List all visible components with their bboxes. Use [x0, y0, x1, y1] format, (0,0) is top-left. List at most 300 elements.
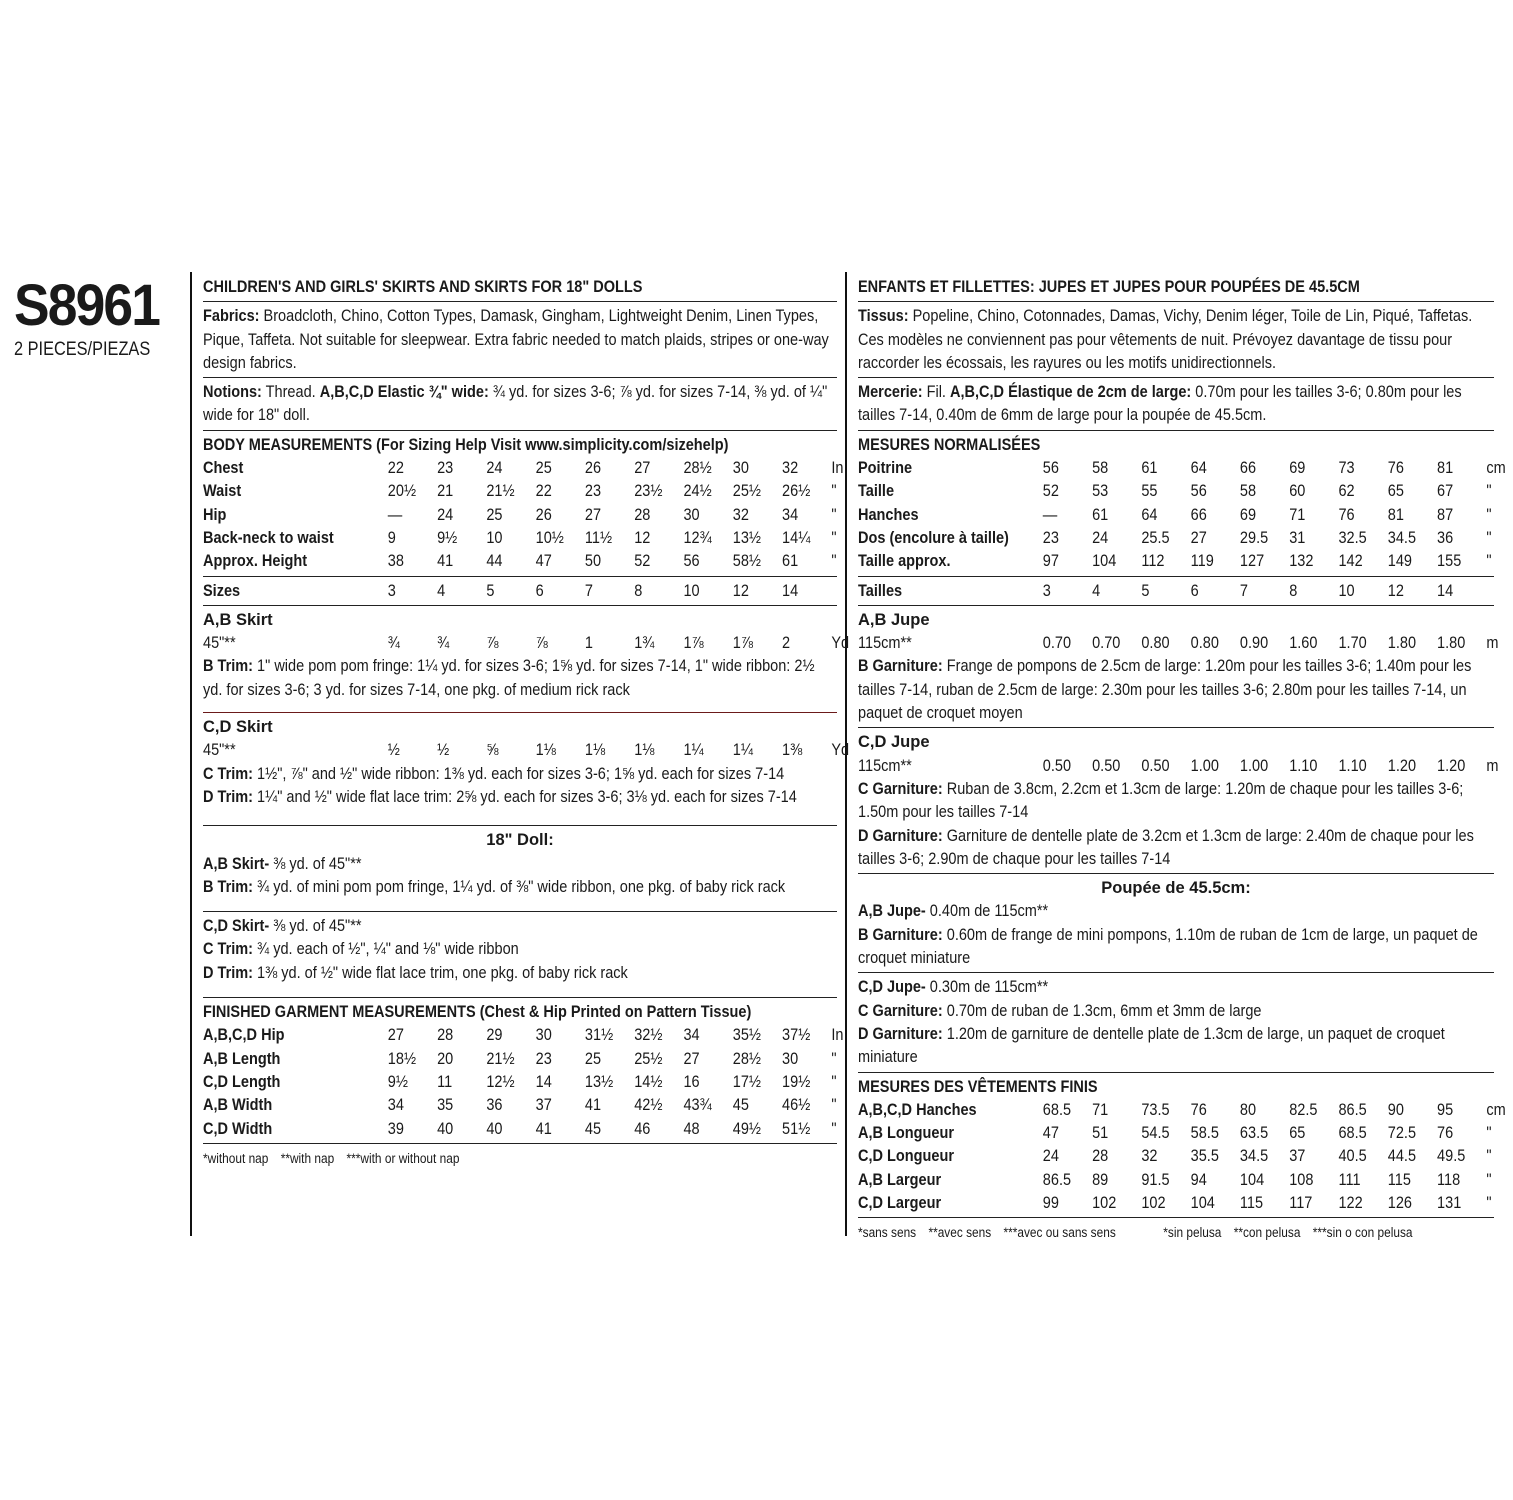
measurement-value: 52 [634, 552, 651, 571]
en-notions-section [203, 381, 837, 431]
measurement-value: 149 [1387, 552, 1412, 571]
en-doll-c-trim-label: C Trim: [203, 940, 254, 959]
measurement-value: 155 [1437, 552, 1462, 571]
measurement-value: 23 [535, 1049, 552, 1068]
measurement-value: 132 [1289, 552, 1314, 571]
en-c-trim [203, 763, 837, 786]
en-doll-ab-text: ⅜ yd. of 45"** [269, 854, 362, 873]
measurement-value: 10½ [535, 528, 564, 547]
measurement-value: 82.5 [1289, 1100, 1318, 1119]
measurement-value: 20½ [387, 482, 417, 501]
measurement-value: 24 [486, 459, 503, 478]
fr-doll-ab-text: 0.40m de 115cm** [925, 902, 1049, 921]
measurement-value: 61 [1092, 505, 1109, 524]
row-value: 1.80 [1387, 634, 1417, 653]
measurement-value: 17½ [732, 1072, 762, 1091]
measurement-value: 122 [1338, 1193, 1363, 1212]
row-value: 7 [584, 581, 594, 600]
measurement-row-label: Hanches [858, 505, 919, 524]
measurement-value: 43¾ [683, 1096, 712, 1115]
row-unit [831, 580, 856, 603]
measurement-value: 112 [1141, 552, 1165, 571]
measurement-value: 22 [535, 482, 552, 501]
measurement-value: 28 [437, 1026, 454, 1045]
measurement-value: 37 [1289, 1147, 1306, 1166]
measurement-value: 45 [732, 1096, 749, 1115]
measurement-value: 64 [1190, 459, 1207, 478]
measurement-value: 23 [1042, 528, 1059, 547]
measurement-value: 24 [1092, 528, 1109, 547]
row-value: 1.70 [1338, 634, 1367, 653]
fr-doll-b-trim-text: 0.60m de frange de mini pompons, 1.10m de ruban de 1cm de large, un paquet de croquet miniature [858, 925, 1478, 968]
fr-notions-label: Mercerie: [858, 383, 923, 402]
french-column [858, 276, 1506, 1245]
en-sizes-row [203, 580, 837, 603]
pattern-brand-block [14, 275, 182, 361]
measurement-unit: " [1486, 1147, 1492, 1166]
measurement-value: 127 [1239, 552, 1265, 571]
row-value: 14 [1437, 581, 1454, 600]
measurement-unit: " [831, 482, 837, 501]
row-value: 0.90 [1239, 634, 1269, 653]
row-value: 1⅞ [732, 634, 753, 653]
pattern-number: S8961 [14, 273, 160, 338]
measurement-value: 58½ [732, 552, 762, 571]
measurement-unit: " [831, 528, 837, 547]
measurement-value: 97 [1042, 552, 1059, 571]
measurement-value: 21½ [486, 1049, 515, 1068]
measurement-value: 28½ [683, 459, 712, 478]
measurement-row-label: A,B Width [203, 1096, 273, 1115]
measurement-value: 29.5 [1239, 528, 1269, 547]
measurement-row-label: A,B Longueur [858, 1124, 954, 1143]
measurement-row-label: Back-neck to waist [203, 528, 334, 547]
measurement-value: 18½ [387, 1049, 417, 1068]
row-value: 1⅜ [782, 741, 803, 760]
measurement-value: 26 [535, 505, 552, 524]
row-value: 1⅛ [634, 741, 655, 760]
measurement-value: 46½ [782, 1096, 811, 1115]
row-value: 3 [1042, 581, 1051, 600]
measurement-value: 68.5 [1338, 1124, 1367, 1143]
en-b-trim-label: B Trim: [203, 657, 254, 676]
en-c-trim-label: C Trim: [203, 764, 254, 783]
measurement-value: 76 [1338, 505, 1355, 524]
fr-doll-c-trim [858, 1000, 1494, 1023]
fr-doll-b-trim [858, 924, 1494, 971]
en-footnotes [203, 1147, 837, 1170]
row-value: 1⅛ [535, 741, 556, 760]
en-doll-cd-section [203, 915, 837, 998]
en-ab-skirt-section [203, 609, 850, 713]
row-value: 2 [782, 634, 791, 653]
measurement-value: 35 [437, 1096, 454, 1115]
english-column [203, 276, 850, 1170]
en-notions-pre: Thread. [261, 383, 320, 402]
fr-notions-text: 0.70m pour les tailles 3-6; 0.80m pour les tailles 7-14, 0.40m de 6mm de large pour la poupée de 45.5cm. [858, 383, 1462, 425]
footnote: *without nap [203, 1150, 269, 1166]
en-doll-b-trim [203, 876, 837, 899]
row-value: 0.50 [1042, 756, 1072, 775]
measurement-row-label: C,D Length [203, 1072, 281, 1091]
en-fabrics-section [203, 305, 837, 378]
measurement-value: 21½ [486, 482, 515, 501]
measurement-row-label: Chest [203, 459, 244, 478]
en-doll-c-trim-text: ¾ yd. each of ½", ¼" and ⅛" wide ribbon [253, 940, 519, 959]
fr-doll-ab-section [858, 877, 1494, 973]
row-value: 8 [634, 581, 643, 600]
measurement-value: 29 [486, 1026, 503, 1045]
row-value: 10 [683, 581, 700, 600]
row-value: 8 [1289, 581, 1298, 600]
fr-d-trim-label: D Garniture: [858, 826, 943, 845]
measurement-value: 104 [1190, 1193, 1215, 1212]
en-doll-cd-skirt [203, 915, 837, 938]
measurement-value: 12 [634, 528, 651, 547]
measurement-value: 30 [782, 1049, 799, 1068]
measurement-value: 71 [1289, 505, 1306, 524]
row-label: 115cm** [858, 634, 912, 653]
measurement-value: 30 [732, 459, 749, 478]
measurement-value: 76 [1437, 1124, 1454, 1143]
measurement-value: 94 [1190, 1170, 1207, 1189]
row-value: ¾ [387, 634, 400, 653]
en-notions-label: Notions: [203, 383, 262, 402]
measurement-row-label: Taille [858, 482, 895, 501]
fr-finished-section [858, 1076, 1506, 1219]
measurement-value: 36 [486, 1096, 503, 1115]
fr-fabrics-section [858, 305, 1494, 378]
left-divider-rule [190, 272, 192, 1236]
en-doll-b-trim-text: ¾ yd. of mini pom pom fringe, 1¼ yd. of ⅜" wide ribbon, one pkg. of baby rick rack [253, 877, 786, 896]
en-doll-d-trim-text: 1⅜ yd. of ½" wide flat lace trim, one pkg. of baby rick rack [253, 963, 628, 982]
measurement-value: 34.5 [1239, 1147, 1269, 1166]
en-ab-trim [203, 655, 837, 702]
en-doll-ab-section [203, 829, 837, 912]
measurement-value: 51 [1092, 1124, 1109, 1143]
fr-fabrics-label: Tissus: [858, 307, 909, 326]
en-sizes-section [203, 580, 837, 606]
en-body-heading: BODY MEASUREMENTS (For Sizing Help Visit www.simplicity.com/sizehelp) [203, 435, 729, 454]
fr-doll-c-trim-text: 0.70m de ruban de 1.3cm, 6mm et 3mm de large [942, 1001, 1262, 1020]
row-label: 45"** [203, 634, 236, 653]
measurement-value: 69 [1289, 459, 1306, 478]
measurement-value: 55 [1141, 482, 1158, 501]
measurement-value: 37½ [782, 1026, 811, 1045]
row-unit: Yd [831, 741, 850, 760]
row-value: ½ [387, 741, 400, 760]
fr-doll-cd-text: 0.30m de 115cm** [925, 978, 1049, 997]
measurement-value: 10 [486, 528, 503, 547]
row-value: 1.80 [1437, 634, 1466, 653]
measurement-value: 20 [437, 1049, 454, 1068]
measurement-value: 35.5 [1190, 1147, 1219, 1166]
measurement-value: 87 [1437, 505, 1454, 524]
measurement-value: 23 [584, 482, 602, 501]
row-value: 3 [387, 581, 396, 600]
measurement-value: 47 [535, 552, 552, 571]
fr-notions-section [858, 381, 1494, 431]
measurement-value: 23½ [634, 482, 663, 501]
measurement-value: 25.5 [1141, 528, 1170, 547]
measurement-value: 108 [1289, 1170, 1314, 1189]
footnote: *sin pelusa [1163, 1225, 1222, 1241]
en-d-trim [203, 786, 837, 809]
fr-body-heading: MESURES NORMALISÉES [858, 435, 1041, 454]
measurement-value: 25½ [732, 482, 762, 501]
measurement-unit: In [831, 1026, 844, 1045]
measurement-unit: cm [1486, 1100, 1506, 1119]
footnote: ***avec ou sans sens [1003, 1225, 1116, 1241]
en-doll-heading: 18" Doll: [486, 831, 554, 850]
fr-ab-yardage-row [858, 632, 1499, 655]
measurement-value: 24 [437, 505, 454, 524]
measurement-unit: " [831, 505, 837, 524]
measurement-value: 119 [1190, 552, 1214, 571]
measurement-value: 34 [387, 1096, 404, 1115]
row-value: 1.00 [1239, 756, 1269, 775]
measurement-value: 39 [387, 1119, 404, 1138]
fr-b-trim-text: Frange de pompons de 2.5cm de large: 1.20m pour les tailles 3-6; 1.40m pour les tailles 7-14, ruban de 2.5cm de large: 2.30m pour les tailles 3-6; 2.80m pour les tailles 7-14, un paquet de croquet moyen [858, 657, 1472, 723]
fr-title-section [858, 276, 1494, 302]
measurement-value: 38 [387, 552, 404, 571]
measurement-unit: " [1486, 505, 1492, 524]
measurement-value: 32 [1141, 1147, 1158, 1166]
row-unit: m [1486, 634, 1499, 653]
measurement-value: 32 [732, 505, 749, 524]
row-value: 0.50 [1141, 756, 1170, 775]
measurement-value: 49½ [732, 1119, 762, 1138]
fr-doll-b-trim-label: B Garniture: [858, 925, 943, 944]
measurement-value: 76 [1387, 459, 1404, 478]
row-value: 6 [535, 581, 544, 600]
row-value: 1.20 [1437, 756, 1466, 775]
measurement-row-label: A,B Largeur [858, 1170, 942, 1189]
measurement-value: 61 [782, 552, 799, 571]
measurement-value: 27 [387, 1026, 404, 1045]
measurement-value: 14¼ [782, 528, 811, 547]
fr-finished-table [858, 1099, 1506, 1215]
measurement-value: 23 [437, 459, 454, 478]
measurement-value: 41 [437, 552, 454, 571]
measurement-value: 9½ [387, 1072, 408, 1091]
en-body-section [203, 434, 844, 577]
row-value: ⅞ [486, 634, 499, 653]
measurement-row-label: Hip [203, 505, 227, 524]
measurement-value: 48 [683, 1119, 700, 1138]
row-value: 10 [1338, 581, 1355, 600]
measurement-value: 63.5 [1239, 1124, 1269, 1143]
footnote: ***with or without nap [346, 1150, 460, 1166]
measurement-unit: " [1486, 528, 1492, 547]
row-value: 0.70 [1042, 634, 1072, 653]
measurement-value: 19½ [782, 1072, 811, 1091]
measurement-value: 32.5 [1338, 528, 1367, 547]
measurement-value: 118 [1437, 1170, 1461, 1189]
row-value: ¾ [437, 634, 450, 653]
row-value: 12 [1387, 581, 1404, 600]
measurement-value: 35½ [732, 1026, 762, 1045]
measurement-unit: " [1486, 482, 1492, 501]
en-doll-d-trim [203, 962, 837, 985]
measurement-value: 11 [437, 1072, 453, 1091]
measurement-value: 25 [584, 1049, 602, 1068]
fr-footnotes [858, 1221, 1494, 1244]
measurement-value: 67 [1437, 482, 1454, 501]
measurement-value: 52 [1042, 482, 1059, 501]
measurement-value: 25½ [634, 1049, 663, 1068]
row-value: ⅞ [535, 634, 548, 653]
fr-doll-c-trim-label: C Garniture: [858, 1001, 943, 1020]
row-value: 1¼ [732, 741, 753, 760]
measurement-value: 102 [1141, 1193, 1166, 1212]
measurement-value: 27 [634, 459, 651, 478]
row-label: Tailles [858, 581, 903, 600]
measurement-value: 30 [535, 1026, 552, 1045]
measurement-value: 72.5 [1387, 1124, 1417, 1143]
measurement-unit: In [831, 459, 844, 478]
measurement-value: 12½ [486, 1072, 515, 1091]
fr-ab-trim [858, 655, 1494, 725]
fr-cd-skirt-section [858, 731, 1499, 874]
fr-notions [858, 381, 1494, 428]
en-body-table [203, 457, 844, 573]
measurement-value: 126 [1387, 1193, 1412, 1212]
measurement-value: 76 [1190, 1100, 1207, 1119]
en-cd-skirt-section [203, 716, 850, 826]
measurement-unit: " [1486, 1193, 1492, 1212]
footnote: **avec sens [928, 1225, 992, 1241]
measurement-value: 28 [634, 505, 651, 524]
en-doll-ab-skirt [203, 853, 837, 876]
measurement-value: 81 [1437, 459, 1454, 478]
row-label: 45"** [203, 741, 236, 760]
measurement-value: 142 [1338, 552, 1363, 571]
fr-fabrics-text: Popeline, Chino, Cotonnades, Damas, Vichy, Denim léger, Toile de Lin, Piqué, Taffetas. Ces modèles ne conviennent pas pour vêtements de nuit. Prévoyez davantage de tissu pour raccorder les écossais, les rayures ou les motifs unidirectionnels. [858, 307, 1473, 372]
measurement-value: 25 [486, 505, 503, 524]
measurement-value: 115 [1239, 1193, 1264, 1212]
measurement-value: 44.5 [1387, 1147, 1417, 1166]
fr-doll-cd-section [858, 976, 1494, 1072]
fr-c-trim-label: C Garniture: [858, 779, 943, 798]
en-doll-c-trim [203, 938, 837, 961]
measurement-row-label: C,D Longueur [858, 1147, 954, 1166]
en-title: CHILDREN'S AND GIRLS' SKIRTS AND SKIRTS FOR 18" DOLLS [203, 278, 643, 296]
measurement-unit: " [1486, 1170, 1492, 1189]
measurement-value: 46 [634, 1119, 651, 1138]
row-value: 4 [1092, 581, 1101, 600]
measurement-value: 58 [1092, 459, 1109, 478]
fr-b-trim-label: B Garniture: [858, 657, 943, 676]
fr-doll-d-trim-text: 1.20m de garniture de dentelle plate de 1.3cm de large, un paquet de croquet miniature [858, 1024, 1445, 1067]
row-value: 1.20 [1387, 756, 1417, 775]
measurement-value: 36 [1437, 528, 1454, 547]
fr-c-trim-text: Ruban de 3.8cm, 2.2cm et 1.3cm de large: 1.20m de chaque pour les tailles 3-6; 1.50m pour les tailles 7-14 [858, 779, 1464, 822]
fr-sizes-section [858, 580, 1494, 606]
en-finished-table [203, 1024, 844, 1140]
measurement-value: 37 [535, 1096, 552, 1115]
measurement-unit: cm [1486, 459, 1506, 478]
measurement-value: 64 [1141, 505, 1158, 524]
measurement-value: 13½ [732, 528, 762, 547]
measurement-value: 26½ [782, 482, 811, 501]
measurement-row-label: A,B Length [203, 1049, 281, 1068]
row-value: 1⅛ [584, 741, 606, 760]
fr-notions-elastic: A,B,C,D Élastique de 2cm de large: [950, 383, 1192, 402]
en-b-trim-text: 1" wide pom pom fringe: 1¼ yd. for sizes 3-6; 1⅝ yd. for sizes 7-14, 1" wide ribbon: 2½ yd. for sizes 3-6; 3 yd. for sizes 7-14, one pkg. of medium rick rack [203, 657, 815, 699]
measurement-value: 28½ [732, 1049, 762, 1068]
row-value: 1¾ [634, 634, 655, 653]
measurement-value: 30 [683, 505, 700, 524]
measurement-value: 31 [1289, 528, 1306, 547]
row-value: 1¼ [683, 741, 704, 760]
measurement-value: 80 [1239, 1100, 1257, 1119]
measurement-value: 27 [683, 1049, 700, 1068]
measurement-row-label: Taille approx. [858, 552, 951, 571]
measurement-value: 131 [1437, 1193, 1462, 1212]
fr-cd-yardage-row [858, 755, 1499, 778]
en-notions [203, 381, 837, 428]
measurement-value: 16 [683, 1072, 700, 1091]
fr-doll-ab-skirt [858, 900, 1494, 923]
en-title-section [203, 276, 837, 302]
row-value: 1.10 [1289, 756, 1318, 775]
measurement-value: 66 [1190, 505, 1207, 524]
measurement-unit: " [831, 552, 837, 571]
measurement-value: 45 [584, 1119, 602, 1138]
row-value: 0.70 [1092, 634, 1121, 653]
row-value: 4 [437, 581, 446, 600]
row-value: 1 [584, 634, 594, 653]
measurement-row-label: A,B,C,D Hip [203, 1026, 285, 1045]
measurement-value: 62 [1338, 482, 1355, 501]
measurement-value: 95 [1437, 1100, 1454, 1119]
measurement-unit: " [831, 1096, 837, 1115]
measurement-row-label: Dos (encolure à taille) [858, 528, 1009, 547]
measurement-value: 53 [1092, 482, 1109, 501]
measurement-value: 40.5 [1338, 1147, 1367, 1166]
en-cd-yardage-row [203, 739, 850, 762]
measurement-value: 60 [1289, 482, 1306, 501]
measurement-value: 54.5 [1141, 1124, 1170, 1143]
fr-doll-cd-label: C,D Jupe- [858, 978, 926, 997]
measurement-value: 12¾ [683, 528, 712, 547]
row-unit: m [1486, 756, 1499, 775]
row-value: 0.50 [1092, 756, 1121, 775]
fr-d-trim [858, 825, 1494, 872]
en-notions-text: ¾ yd. for sizes 3-6; ⅞ yd. for sizes 7-14, ⅜ yd. of ¼" wide for 18" doll. [203, 383, 828, 425]
en-cd-skirt-heading: C,D Skirt [203, 718, 273, 737]
measurement-value: 22 [387, 459, 404, 478]
measurement-value: 49.5 [1437, 1147, 1466, 1166]
measurement-value: 56 [1190, 482, 1207, 501]
measurement-value: 86.5 [1338, 1100, 1367, 1119]
fr-body-table [858, 457, 1506, 573]
measurement-value: 69 [1239, 505, 1257, 524]
en-d-trim-text: 1¼" and ½" wide flat lace trim: 2⅝ yd. each for sizes 3-6; 3⅛ yd. each for sizes 7-14 [253, 787, 797, 806]
measurement-value: 34 [782, 505, 799, 524]
measurement-value: 47 [1042, 1124, 1059, 1143]
measurement-value: 117 [1289, 1193, 1313, 1212]
fr-doll-d-trim [858, 1023, 1494, 1070]
en-fabrics [203, 305, 837, 375]
row-value: 5 [1141, 581, 1150, 600]
measurement-value: 34.5 [1387, 528, 1417, 547]
row-label: Sizes [203, 581, 241, 600]
row-unit: Yd [831, 634, 850, 653]
measurement-unit: " [831, 1119, 837, 1138]
measurement-value: 25 [535, 459, 552, 478]
